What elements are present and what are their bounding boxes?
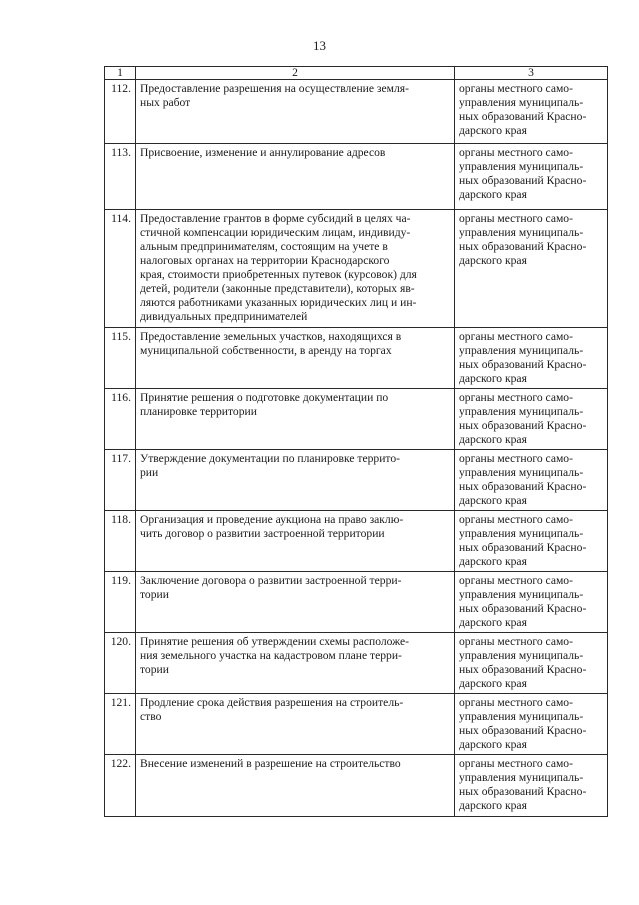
service-name: Предоставление грантов в форме субсидий в целях ча- стичной компенсации юридическим лицам, индивиду- альным предпринимателям, состоящим на учете в налоговых органах на территории Краснодарского края, стоимости приобретенных путевок (курсовок) для детей, родители (законные представители), которых яв- ляются работниками указанных юридических лиц и ин- дивидуальных предпринимателей	[140, 212, 417, 323]
responsible-org: органы местного само- управления муниципаль- ных образований Красно- дарского края	[459, 696, 587, 751]
table-header-row	[105, 67, 608, 80]
responsible-org: органы местного само- управления муниципаль- ных образований Красно- дарского края	[459, 212, 587, 267]
responsible-org: органы местного само- управления муниципаль- ных образований Красно- дарского края	[459, 574, 587, 629]
responsible-org: органы местного само- управления муниципаль- ных образований Красно- дарского края	[459, 82, 587, 137]
service-name: Предоставление разрешения на осуществление земля- ных работ	[140, 82, 409, 109]
row-number: 119.	[105, 572, 136, 633]
header-col-2: 2	[136, 67, 455, 80]
table-row	[105, 755, 608, 817]
responsible-org: органы местного само- управления муниципаль- ных образований Красно- дарского края	[459, 635, 587, 690]
row-number: 112.	[105, 80, 136, 144]
service-name: Продление срока действия разрешения на строитель- ство	[140, 696, 404, 723]
service-name: Принятие решения о подготовке документации по планировке территории	[140, 391, 389, 418]
service-name: Заключение договора о развитии застроенной терри- тории	[140, 574, 402, 601]
row-number: 113.	[105, 144, 136, 210]
table-row	[105, 80, 608, 144]
row-number: 120.	[105, 633, 136, 694]
row-number: 118.	[105, 511, 136, 572]
header-col-1: 1	[105, 67, 136, 80]
page-number: 13	[313, 38, 326, 53]
row-number: 115.	[105, 328, 136, 389]
table-row	[105, 572, 608, 633]
service-name: Внесение изменений в разрешение на строительство	[140, 757, 401, 770]
row-number: 117.	[105, 450, 136, 511]
service-name: Предоставление земельных участков, находящихся в муниципальной собственности, в аренду на торгах	[140, 330, 402, 357]
service-name: Организация и проведение аукциона на право заклю- чить договор о развитии застроенной территории	[140, 513, 404, 540]
table-row	[105, 144, 608, 210]
header-col-3: 3	[455, 67, 608, 80]
services-table	[104, 66, 608, 817]
service-name: Принятие решения об утверждении схемы расположе- ния земельного участка на кадастровом плане терри- тории	[140, 635, 410, 676]
table-row	[105, 210, 608, 328]
table-row	[105, 389, 608, 450]
table-row	[105, 328, 608, 389]
row-number: 116.	[105, 389, 136, 450]
responsible-org: органы местного само- управления муниципаль- ных образований Красно- дарского края	[459, 757, 587, 812]
row-number: 122.	[105, 755, 136, 817]
row-number: 114.	[105, 210, 136, 328]
table-row	[105, 633, 608, 694]
service-name: Присвоение, изменение и аннулирование адресов	[140, 146, 386, 159]
service-name: Утверждение документации по планировке террито- рии	[140, 452, 400, 479]
table-row	[105, 694, 608, 755]
responsible-org: органы местного само- управления муниципаль- ных образований Красно- дарского края	[459, 452, 587, 507]
responsible-org: органы местного само- управления муниципаль- ных образований Красно- дарского края	[459, 146, 587, 201]
responsible-org: органы местного само- управления муниципаль- ных образований Красно- дарского края	[459, 391, 587, 446]
table-row	[105, 450, 608, 511]
responsible-org: органы местного само- управления муниципаль- ных образований Красно- дарского края	[459, 330, 587, 385]
table-row	[105, 511, 608, 572]
responsible-org: органы местного само- управления муниципаль- ных образований Красно- дарского края	[459, 513, 587, 568]
row-number: 121.	[105, 694, 136, 755]
